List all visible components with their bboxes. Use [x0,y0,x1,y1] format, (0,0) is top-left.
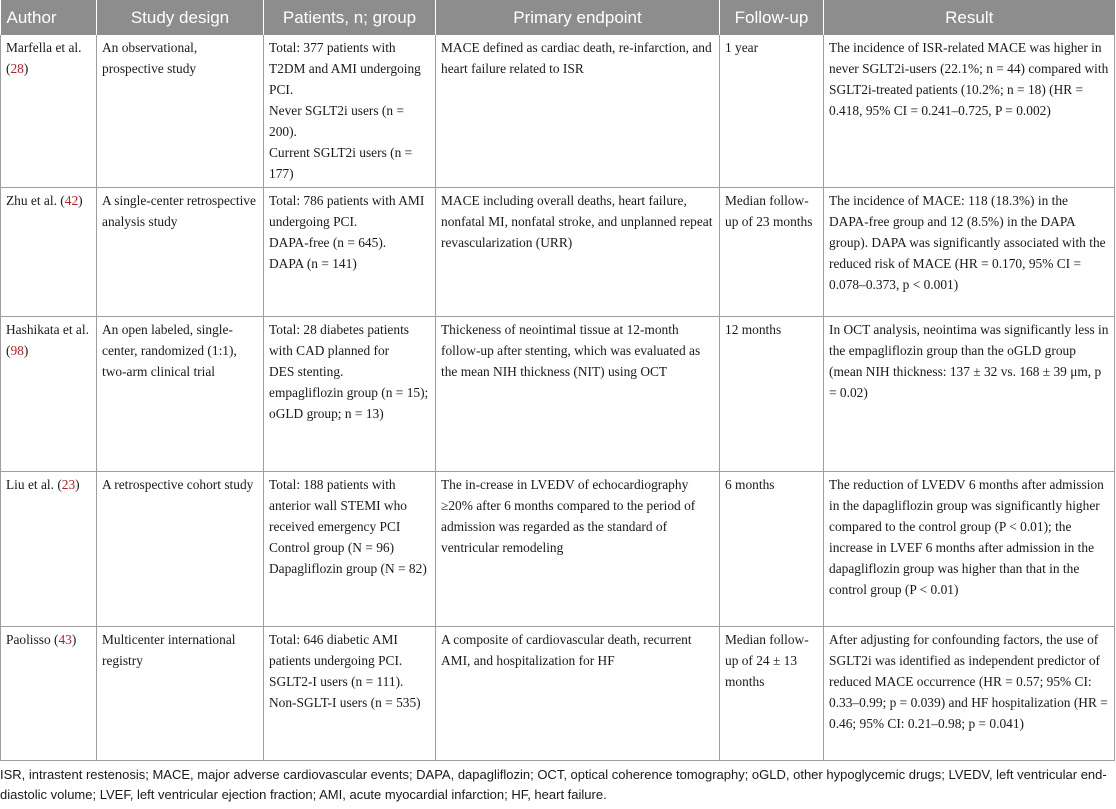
author-cell: Zhu et al. (42) [1,188,97,317]
table-row [1,35,1115,188]
reference-link[interactable]: 42 [64,193,79,208]
endpoint-cell: MACE defined as cardiac death, re-infarction, and heart failure related to ISR [436,35,720,188]
endpoint-cell: MACE including overall deaths, heart failure, nonfatal MI, nonfatal stroke, and unplanned repeat revascularization (URR) [436,188,720,317]
patients-cell: Total: 188 patients with anterior wall STEMI who received emergency PCI Control group (N = 96) Dapagliflozin group (N = 82) [264,472,436,627]
patients-cell: Total: 786 patients with AMI undergoing PCI. DAPA-free (n = 645). DAPA (n = 141) [264,188,436,317]
result-cell: The reduction of LVEDV 6 months after admission in the dapagliflozin group was significantly higher compared to the control group (P < 0.01); the increase in LVEF 6 months after admission in the dapagliflozin group was higher than that in the control group (P < 0.01) [824,472,1115,627]
table-row [1,188,1115,317]
design-cell: A retrospective cohort study [97,472,264,627]
reference-link[interactable]: 98 [10,343,24,358]
reference-link[interactable]: 28 [10,61,24,76]
followup-cell: Median follow-up of 24 ± 13 months [720,627,824,761]
reference-link[interactable]: 43 [58,632,72,647]
result-cell: In OCT analysis, neointima was significantly less in the empagliflozin group than the oGLD group (mean NIH thickness: 137 ± 32 vs. 168 ± 39 μm, p = 0.02) [824,317,1115,472]
header-author: Author [1,0,97,35]
result-cell: The incidence of MACE: 118 (18.3%) in the DAPA-free group and 12 (8.5%) in the DAPA group). DAPA was significantly associated with the reduced risk of MACE (HR = 0.170, 95% CI = 0.078–0.373, p < 0.001) [824,188,1115,317]
design-cell: Multicenter international registry [97,627,264,761]
table-row [1,627,1115,761]
table-footnote: ISR, intrastent restenosis; MACE, major adverse cardiovascular events; DAPA, dapagliflozin; OCT, optical coherence tomography; oGLD, other hypoglycemic drugs; LVEDV, left ventricular end-diastolic volume; LVEF, left ventricular ejection fraction; AMI, acute myocardial infarction; HF, heart failure. [0,767,1107,802]
table-header-row [1,0,1115,35]
endpoint-cell: A composite of cardiovascular death, recurrent AMI, and hospitalization for HF [436,627,720,761]
table-row [1,317,1115,472]
header-result: Result [824,0,1115,35]
followup-cell: 12 months [720,317,824,472]
author-cell: Hashikata et al. (98) [1,317,97,472]
result-cell: The incidence of ISR-related MACE was higher in never SGLT2i-users (22.1%; n = 44) compared with SGLT2i-treated patients (10.2%; n = 18) (HR = 0.418, 95% CI = 0.241–0.725, P = 0.002) [824,35,1115,188]
endpoint-cell: The in-crease in LVEDV of echocardiography ≥20% after 6 months compared to the period of admission was regarded as the standard of ventricular remodeling [436,472,720,627]
header-primary-endpoint: Primary endpoint [436,0,720,35]
followup-cell: 1 year [720,35,824,188]
endpoint-cell: Thickeness of neointimal tissue at 12-month follow-up after stenting, which was evaluated as the mean NIH thickness (NIT) using OCT [436,317,720,472]
patients-cell: Total: 377 patients with T2DM and AMI undergoing PCI. Never SGLT2i users (n = 200). Current SGLT2i users (n = 177) [264,35,436,188]
followup-cell: Median follow-up of 23 months [720,188,824,317]
header-patients: Patients, n; group [264,0,436,35]
design-cell: An open labeled, single-center, randomized (1:1), two-arm clinical trial [97,317,264,472]
author-cell: Liu et al. (23) [1,472,97,627]
table-row [1,472,1115,627]
header-study-design: Study design [97,0,264,35]
design-cell: An observational, prospective study [97,35,264,188]
header-follow-up: Follow-up [720,0,824,35]
author-cell: Paolisso (43) [1,627,97,761]
patients-cell: Total: 28 diabetes patients with CAD planned for DES stenting. empagliflozin group (n = 15); oGLD group; n = 13) [264,317,436,472]
result-cell: After adjusting for confounding factors, the use of SGLT2i was identified as independent predictor of reduced MACE occurrence (HR = 0.57; 95% CI: 0.33–0.99; p = 0.039) and HF hospitalization (HR = 0.46; 95% CI: 0.21–0.98; p = 0.041) [824,627,1115,761]
design-cell: A single-center retrospective analysis study [97,188,264,317]
patients-cell: Total: 646 diabetic AMI patients undergoing PCI. SGLT2-I users (n = 111). Non-SGLT-I users (n = 535) [264,627,436,761]
author-cell: Marfella et al. (28) [1,35,97,188]
reference-link[interactable]: 23 [61,477,76,492]
followup-cell: 6 months [720,472,824,627]
